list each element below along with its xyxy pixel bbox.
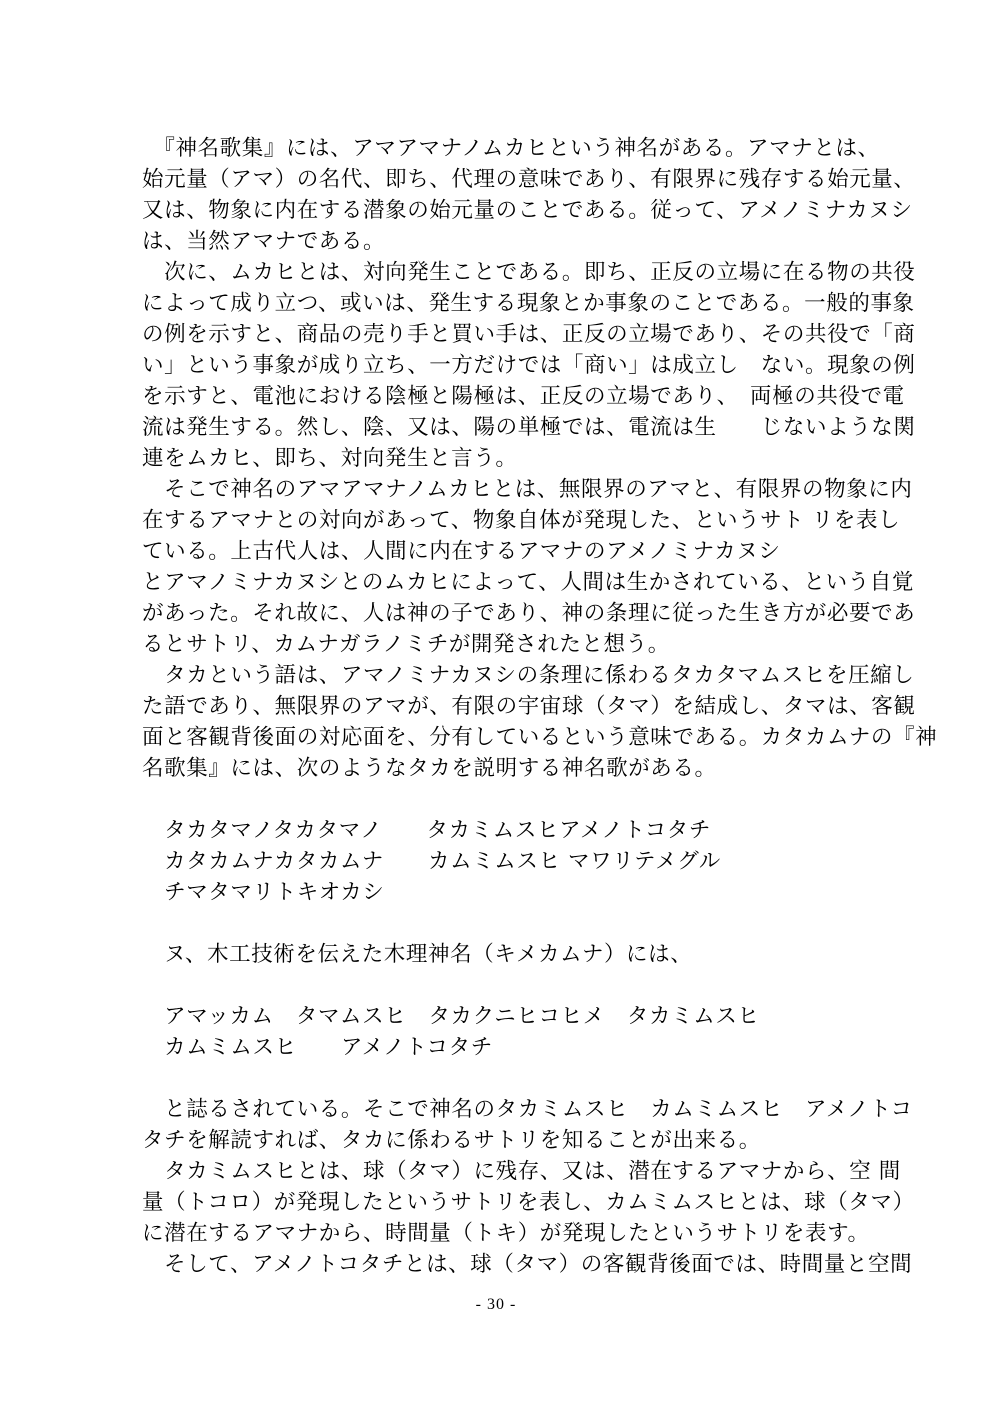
text-line: そして、アメノトコタチとは、球（タマ）の客観背後面では、時間量と空間 xyxy=(142,1252,913,1277)
text-line: カムミムスヒ アメノトコタチ xyxy=(142,1035,493,1060)
text-line: 連をムカヒ、即ち、対向発生と言う。 xyxy=(142,446,518,471)
text-line: タカタマノタカタマノ タカミムスヒアメノトコタチ xyxy=(142,818,712,843)
text-line: 在するアマナとの対向があって、物象自体が発現した、というサト リを表し xyxy=(142,508,901,533)
text-line: 始元量（アマ）の名代、即ち、代理の意味であり、有限界に残存する始元量、 xyxy=(142,167,916,192)
text-line: の例を示すと、商品の売り手と買い手は、正反の立場であり、その共役で「商 xyxy=(142,322,916,347)
text-line: タチを解読すれば、タカに係わるサトリを知ることが出来る。 xyxy=(142,1128,761,1153)
text-line: を示すと、電池における陰極と陽極は、正反の立場であり、 両極の共役で電 xyxy=(142,384,905,409)
text-line: アマッカム タマムスヒ タカクニヒコヒメ タカミムスヒ xyxy=(142,1004,760,1029)
blank-line xyxy=(142,970,857,1001)
text-line: タカミムスヒとは、球（タマ）に残存、又は、潜在するアマナから、空 間 xyxy=(142,1159,901,1184)
body-text xyxy=(142,133,938,1280)
text-line: 次に、ムカヒとは、対向発生ことである。即ち、正反の立場に在る物の共役 xyxy=(142,260,916,285)
text-line: に潜在するアマナから、時間量（トキ）が発現したというサトリを表す。 xyxy=(142,1221,870,1246)
text-line: によって成り立つ、或いは、発生する現象とか事象のことである。一般的事象 xyxy=(142,291,915,316)
text-line: と誌るされている。そこで神名のタカミムスヒ カムミムスヒ アメノトコ xyxy=(142,1097,913,1122)
blank-line xyxy=(142,784,857,815)
text-line: チマタマリトキオカシ xyxy=(142,880,385,905)
text-line: ている。上古代人は、人間に内在するアマナのアメノミナカヌシ xyxy=(142,539,781,564)
text-line: は、当然アマナである。 xyxy=(142,229,386,254)
page-number: - 30 - xyxy=(475,1296,517,1313)
text-line: 又は、物象に内在する潜象の始元量のことである。従って、アメノミナカヌシ xyxy=(142,198,913,223)
text-line: い」という事象が成り立ち、一方だけでは「商い」は成立し ない。現象の例 xyxy=(142,353,916,378)
text-line: があった。それ故に、人は神の子であり、神の条理に従った生き方が必要であ xyxy=(142,601,916,626)
text-line: とアマノミナカヌシとのムカヒによって、人間は生かされている、という自覚 xyxy=(142,570,914,595)
text-line: そこで神名のアマアマナノムカヒとは、無限界のアマと、有限界の物象に内 xyxy=(142,477,913,502)
text-line: るとサトリ、カムナガラノミチが開発されたと想う。 xyxy=(142,632,670,657)
text-line: カタカムナカタカムナ カムミムスヒ マワリテメグル xyxy=(142,849,721,874)
text-line: 量（トコロ）が発現したというサトリを表し、カムミムスヒとは、球（タマ） xyxy=(142,1190,915,1215)
text-line: ヌ、木工技術を伝えた木理神名（キメカムナ）には、 xyxy=(142,942,693,967)
text-line: 面と客観背後面の対応面を、分有しているという意味である。カタカムナの『神 xyxy=(142,725,938,750)
blank-line xyxy=(142,908,857,939)
text-line: タカという語は、アマノミナカヌシの条理に係わるタカタマムスヒを圧縮し xyxy=(142,663,915,688)
text-line: た語であり、無限界のアマが、有限の宇宙球（タマ）を結成し、タマは、客観 xyxy=(142,694,916,719)
text-line: 流は発生する。然し、陰、又は、陽の単極では、電流は生 じないような関 xyxy=(142,415,916,440)
text-line: 名歌集』には、次のようなタカを説明する神名歌がある。 xyxy=(142,756,717,781)
blank-line xyxy=(142,1063,857,1094)
text-line: 『神名歌集』には、アマアマナノムカヒという神名がある。アマナとは、 xyxy=(142,136,880,161)
